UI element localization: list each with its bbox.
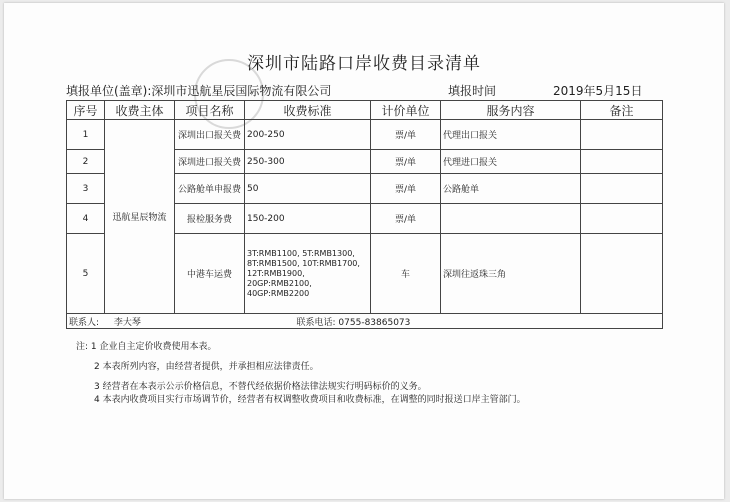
row-no: 4 <box>67 204 105 234</box>
fee-table <box>66 100 663 329</box>
row-service: 代理进口报关 <box>441 150 581 174</box>
row-item: 中港车运费 <box>175 234 245 314</box>
filing-date: 2019年5月15日 <box>553 84 643 98</box>
row-standard: 250-300 <box>245 150 371 174</box>
row-service <box>441 204 581 234</box>
header-subject: 收费主体 <box>105 101 175 120</box>
row-remark <box>581 234 663 314</box>
row-remark <box>581 204 663 234</box>
note-3: 3 经营者在本表示公示价格信息，不替代经依据价格法律法规实行明码标价的义务。 <box>94 382 427 392</box>
note-1: 注: 1 企业自主定价收费使用本表。 <box>76 342 217 352</box>
row-standard: 50 <box>245 174 371 204</box>
row-unit: 票/单 <box>371 204 441 234</box>
row-service: 深圳往返珠三角 <box>441 234 581 314</box>
header-remark: 备注 <box>581 101 663 120</box>
header-no: 序号 <box>67 101 105 120</box>
contact-phone-label: 联系电话: <box>296 317 336 328</box>
row-standard: 200-250 <box>245 120 371 150</box>
row-service: 公路舱单 <box>441 174 581 204</box>
table-row <box>67 120 663 150</box>
table-header-row <box>67 101 663 120</box>
row-item: 公路舱单申报费 <box>175 174 245 204</box>
document-page <box>4 3 724 499</box>
filing-time-label: 填报时间 <box>448 84 497 98</box>
contact-phone-cell <box>245 314 663 329</box>
contact-person-cell <box>67 314 245 329</box>
row-no: 1 <box>67 120 105 150</box>
row-no: 5 <box>67 234 105 314</box>
row-unit: 票/单 <box>371 150 441 174</box>
contact-phone: 0755-83865073 <box>338 317 411 328</box>
row-standard: 3T:RMB1100, 5T:RMB1300, 8T:RMB1500, 10T:RMB1700, 12T:RMB1900, 20GP:RMB2100, 40GP:RMB2200 <box>245 234 371 314</box>
fee-subject: 迅航星辰物流 <box>105 120 175 314</box>
filing-unit: 填报单位(盖章):深圳市迅航星辰国际物流有限公司 <box>66 84 332 98</box>
contact-row <box>67 314 663 329</box>
row-unit: 车 <box>371 234 441 314</box>
contact-person: 李大琴 <box>113 317 141 328</box>
header-unit: 计价单位 <box>371 101 441 120</box>
header-item: 项目名称 <box>175 101 245 120</box>
contact-person-label: 联系人: <box>69 317 100 328</box>
row-no: 2 <box>67 150 105 174</box>
header-service: 服务内容 <box>441 101 581 120</box>
row-no: 3 <box>67 174 105 204</box>
row-item: 深圳出口报关费 <box>175 120 245 150</box>
note-4: 4 本表内收费项目实行市场调节价，经营者有权调整收费项目和收费标准，在调整的同时报送口岸主管部门。 <box>94 395 526 405</box>
note-2: 2 本表所列内容，由经营者提供，并承担相应法律责任。 <box>94 362 319 372</box>
header-standard: 收费标准 <box>245 101 371 120</box>
row-remark <box>581 150 663 174</box>
page-title: 深圳市陆路口岸收费目录清单 <box>247 54 481 74</box>
row-remark <box>581 120 663 150</box>
row-unit: 票/单 <box>371 174 441 204</box>
row-item: 报检服务费 <box>175 204 245 234</box>
row-remark <box>581 174 663 204</box>
row-standard: 150-200 <box>245 204 371 234</box>
row-unit: 票/单 <box>371 120 441 150</box>
row-item: 深圳进口报关费 <box>175 150 245 174</box>
row-service: 代理出口报关 <box>441 120 581 150</box>
